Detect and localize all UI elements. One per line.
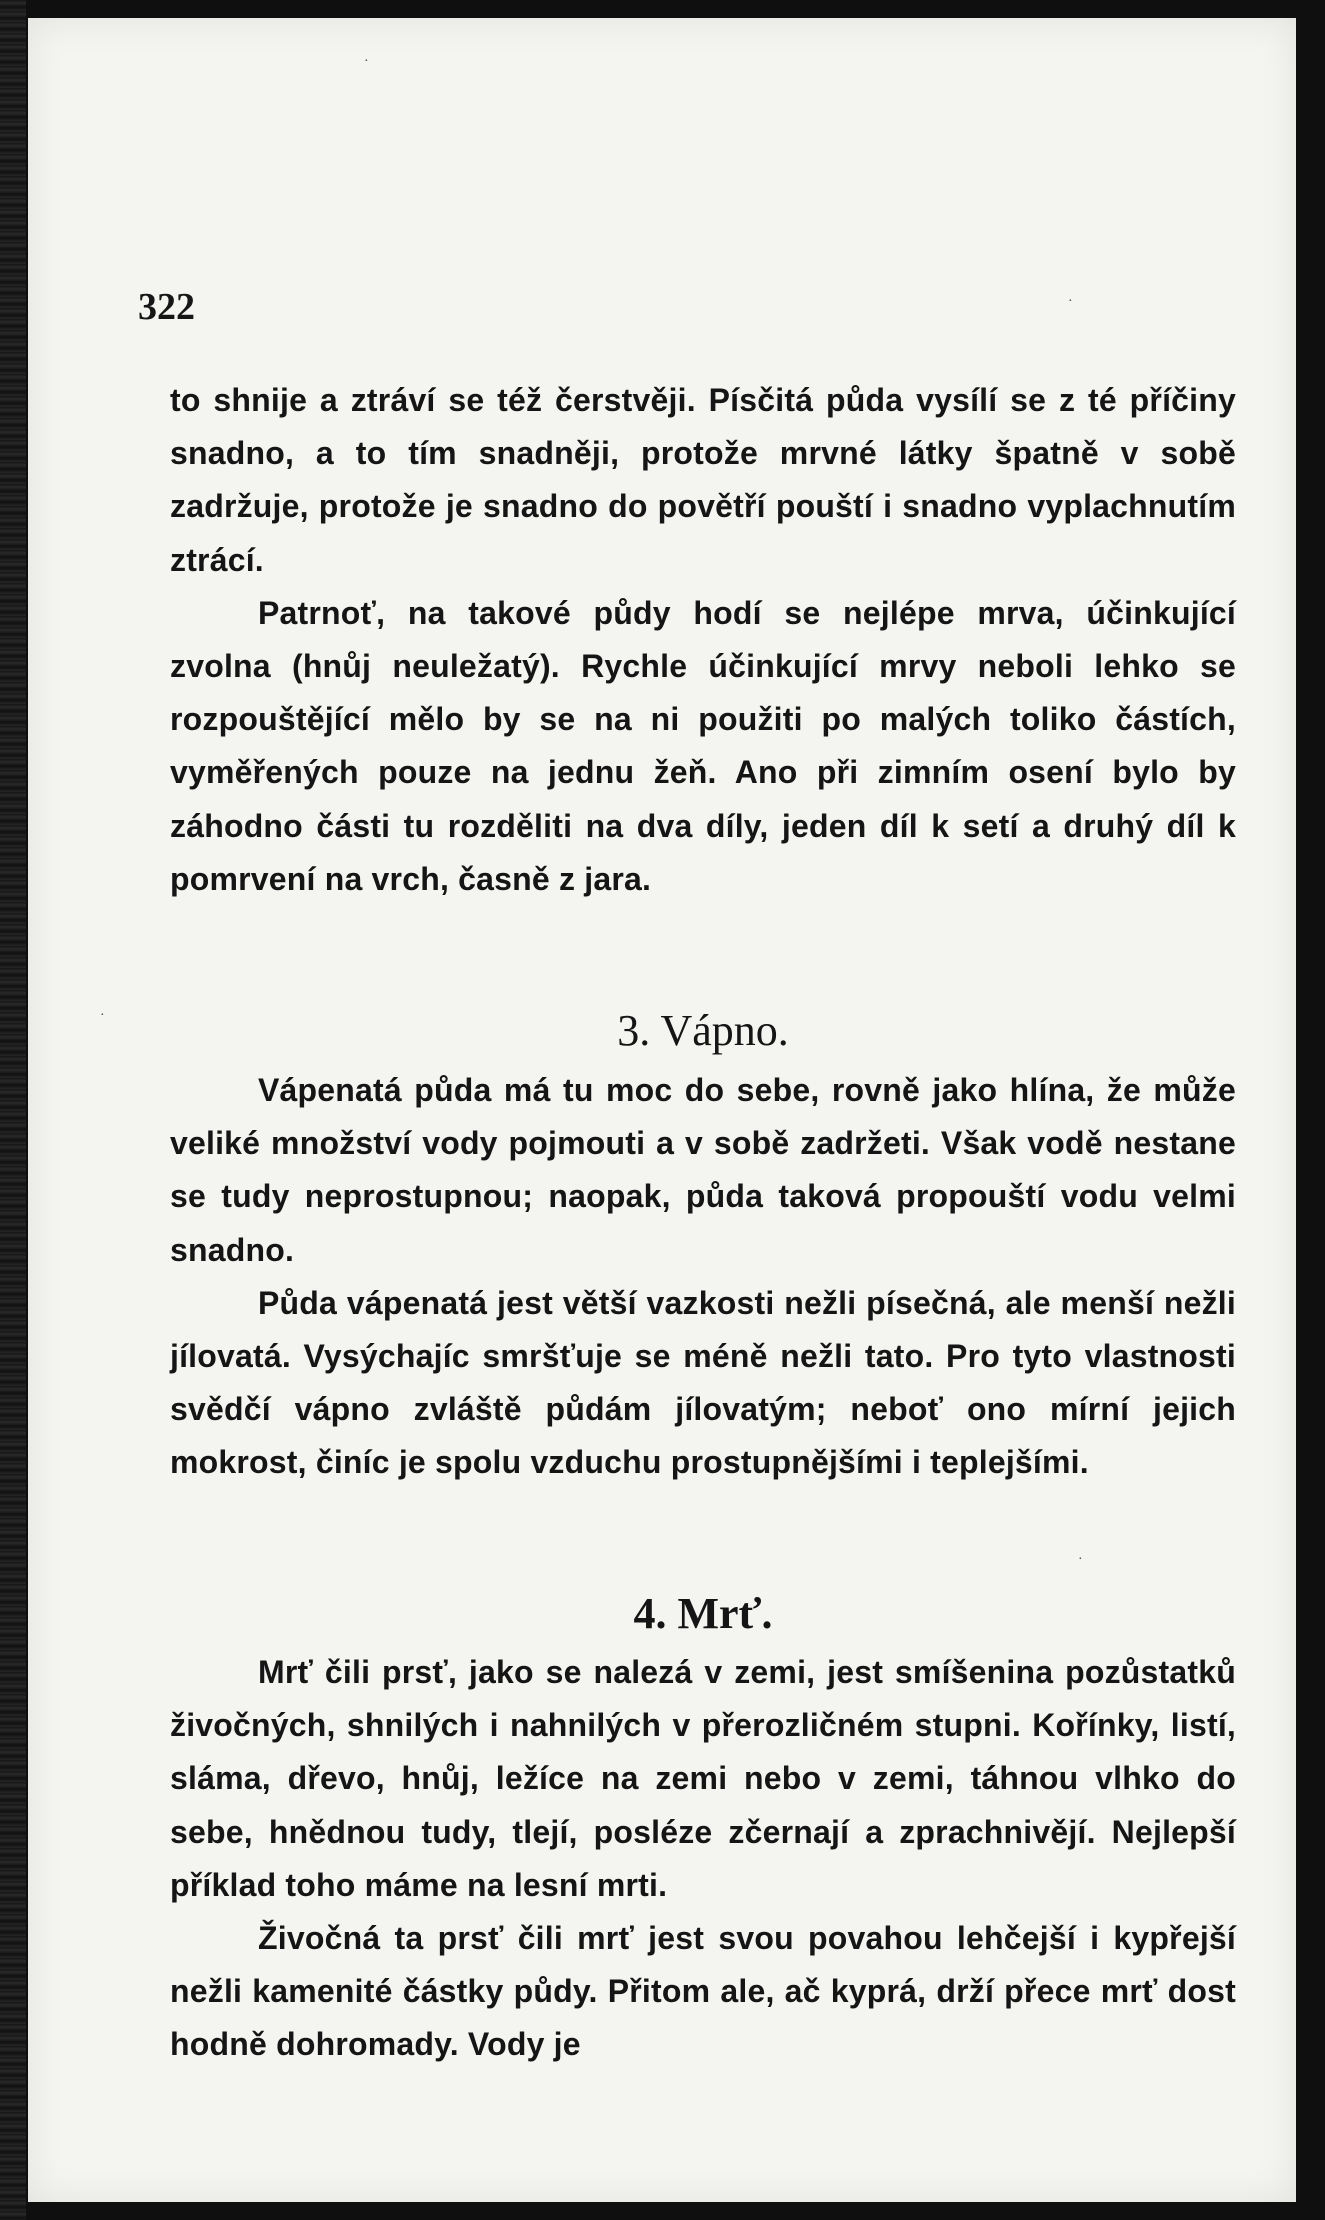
book-spine-edge [0,0,26,2220]
paper-speck: · [364,54,369,69]
paragraph: Mrť čili prsť, jako se nalezá v zemi, jest smíšenina pozůstatků živočných, shnilých i nahnilých v přerozličném stupni. Kořínky, listí, sláma, dřevo, hnůj, ležíce na zemi nebo v zemi, táhnou vlhko do sebe, hnědnou tudy, tlejí, posléze zčernají a zprachnivějí. Nejlepší příklad toho máme na lesní mrti. [170,1654,1236,1903]
section-heading-vapno: 3. Vápno. [617,1006,789,1055]
paragraph: Vápenatá půda má tu moc do sebe, rovně jako hlína, že může veliké množství vody pojmouti a v sobě zadržeti. Však vodě nestane se tudy neprostupnou; naopak, půda taková propouští vodu velmi snadno. [170,1072,1236,1268]
page-number: 322 [138,286,195,328]
paragraph: Půda vápenatá jest větší vazkosti nežli písečná, ale menší nežli jílovatá. Vysýchajíc smršťuje se méně nežli tato. Pro tyto vlastnosti svědčí vápno zvláště půdám jílovatým; neboť ono mírní jejich mokrost, činíc je spolu vzduchu prostupnějšími i teplejšími. [170,1284,1236,1481]
text-block-vapno [170,1064,1236,1490]
text-block-mrt [170,1646,1236,2072]
paragraph: Patrnoť, na takové půdy hodí se nejlépe mrva, účinkující zvolna (hnůj neuležatý). Rychle účinkující mrvy neboli lehko se rozpouštějící mělo by se na ni použiti po malých toliko částích, vyměřených pouze na jednu žeň. Ano při zimním osení bylo by záhodno části tu rozděliti na dva díly, jeden díl k setí a druhý díl k pomrvení na vrch, časně z jara. [170,594,1236,897]
paper-speck: · [1078,1552,1083,1567]
paper-speck: · [100,1008,105,1023]
section-heading-mrt: 4. Mrť. [633,1589,773,1638]
paper-speck: · [1068,294,1073,309]
paragraph: to shnije a ztráví se též čerstvěji. Písčitá půda vysílí se z té příčiny snadno, a to tím snadněji, protože mrvné látky špatně v sobě zadržuje, protože je snadno do povětří pouští i snadno vyplachnutím ztrácí. [170,382,1236,578]
paragraph: Živočná ta prsť čili mrť jest svou povahou lehčejší i kypřejší nežli kamenité částky půdy. Přitom ale, ač kyprá, drží přece mrť dost hodně dohromady. Vody je [170,1920,1236,2063]
text-block-intro [170,374,1236,906]
